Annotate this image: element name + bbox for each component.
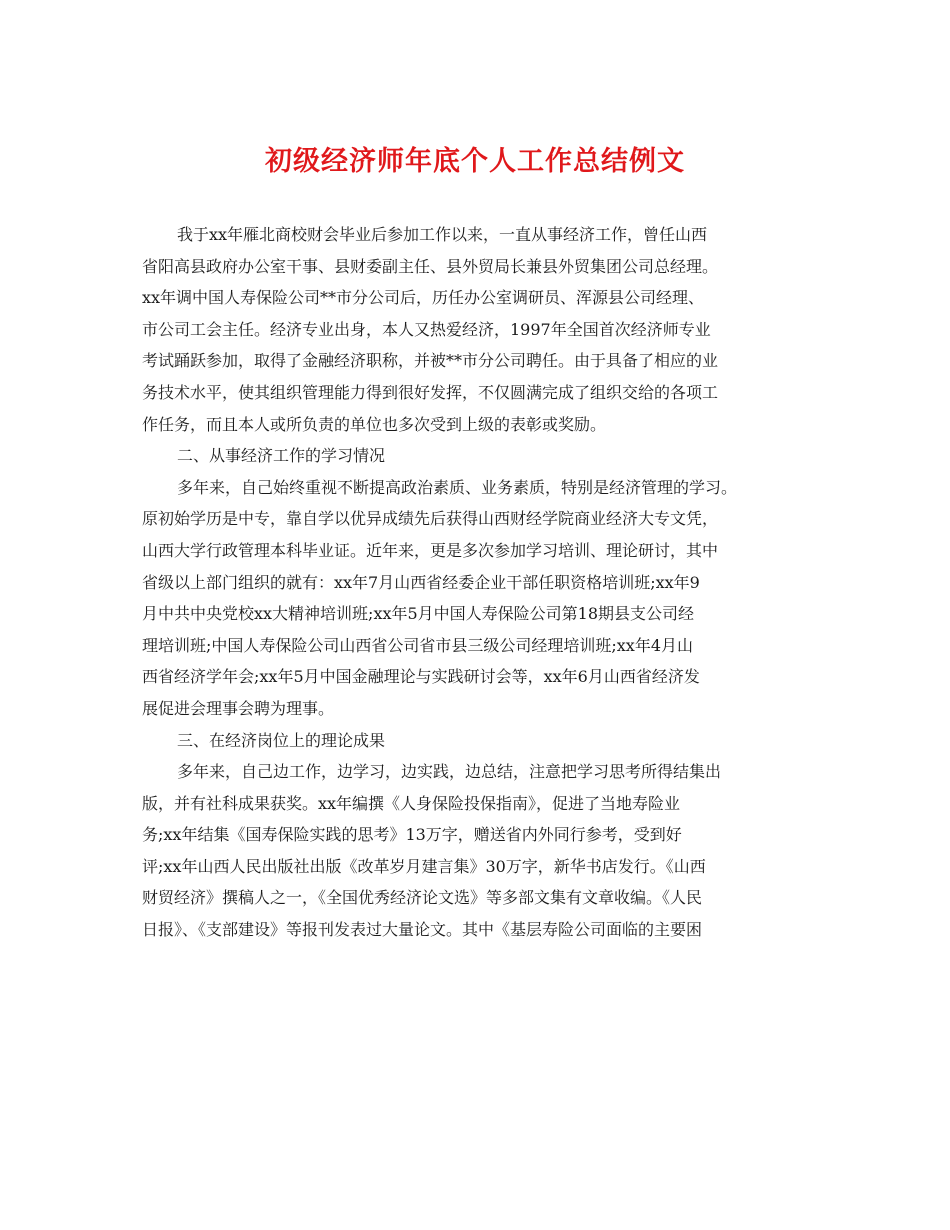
paragraph-line: 市公司工会主任。经济专业出身，本人又热爱经济，1997年全国首次经济师专业	[142, 319, 711, 339]
paragraph-line: 西省经济学年会;xx年5月中国金融理论与实践研讨会等，xx年6月山西省经济发	[142, 667, 700, 687]
paragraph-line: 理培训班;中国人寿保险公司山西省公司省市县三级公司经理培训班;xx年4月山	[142, 635, 694, 655]
paragraph-line: 评;xx年山西人民出版社出版《改革岁月建言集》30万字，新华书店发行。《山西	[142, 856, 706, 876]
paragraph-line: 省阳高县政府办公室干事、县财委副主任、县外贸局长兼县外贸集团公司总经理。	[142, 256, 719, 276]
paragraph-line: 省级以上部门组织的就有：xx年7月山西省经委企业干部任职资格培训班;xx年9	[142, 572, 700, 592]
document-title: 初级经济师年底个人工作总结例文	[265, 146, 685, 177]
paragraph-line: 版，并有社科成果获奖。xx年编撰《人身保险投保指南》，促进了当地寿险业	[142, 793, 681, 813]
paragraph-line: 作任务，而且本人或所负责的单位也多次受到上级的表彰或奖励。	[142, 414, 607, 434]
paragraph-line: 我于xx年雁北商校财会毕业后参加工作以来，一直从事经济工作，曾任山西	[177, 225, 708, 244]
paragraph-line: 务;xx年结集《国寿保险实践的思考》13万字，赠送省内外同行参考，受到好	[142, 825, 682, 845]
section-heading: 三、在经济岗位上的理论成果	[177, 730, 386, 750]
section-heading: 二、从事经济工作的学习情况	[177, 446, 386, 466]
paragraph-line: 原初始学历是中专，靠自学以优异成绩先后获得山西财经学院商业经济大专文凭，	[142, 509, 719, 529]
paragraph-line: 财贸经济》撰稿人之一，《全国优秀经济论文选》等多部文集有文章收编。《人民	[142, 888, 703, 908]
paragraph-line: 务技术水平，使其组织管理能力得到很好发挥，不仅圆满完成了组织交给的各项工	[142, 382, 719, 402]
paragraph-line: 展促进会理事会聘为理事。	[142, 698, 335, 718]
paragraph-line: 多年来，自己边工作，边学习，边实践，边总结，注意把学习思考所得结集出	[177, 762, 722, 782]
paragraph-line: 多年来，自己始终重视不断提高政治素质、业务素质，特别是经济管理的学习。	[177, 477, 738, 497]
paragraph-line: 日报》、《支部建设》等报刊发表过大量论文。其中《基层寿险公司面临的主要困	[142, 920, 703, 940]
paragraph-line: 月中共中央党校xx大精神培训班;xx年5月中国人寿保险公司第18期县支公司经	[142, 604, 695, 624]
paragraph-line: xx年调中国人寿保险公司**市分公司后，历任办公室调研员、浑源县公司经理、	[142, 288, 705, 308]
paragraph-line: 考试踊跃参加，取得了金融经济职称，并被**市分公司聘任。由于具备了相应的业	[142, 351, 719, 371]
document-body	[142, 219, 818, 946]
paragraph-line: 山西大学行政管理本科毕业证。近年来，更是多次参加学习培训、理论研讨，其中	[142, 540, 719, 560]
